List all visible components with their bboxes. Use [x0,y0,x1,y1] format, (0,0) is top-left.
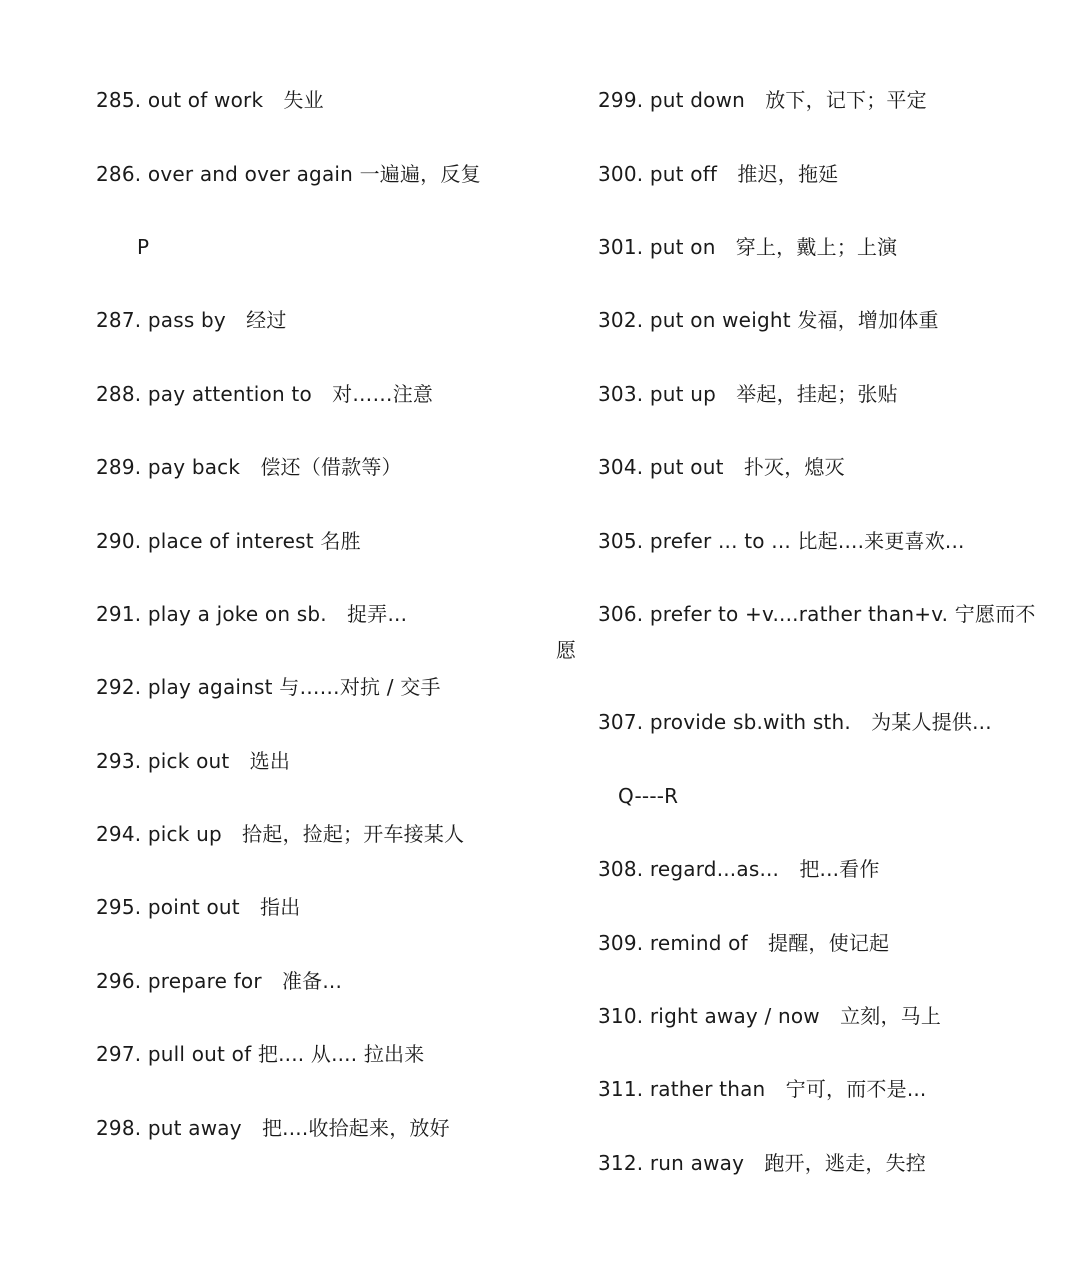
entry-305: 305. prefer ... to ... 比起....来更喜欢... [598,529,965,553]
entry-289: 289. pay back 偿还（借款等） [96,455,402,479]
section-heading-q-r: Q----R [618,784,679,808]
entry-286: 286. over and over again 一遍遍，反复 [96,162,481,186]
entry-299: 299. put down 放下，记下；平定 [598,88,927,112]
entry-298: 298. put away 把....收拾起来，放好 [96,1116,450,1140]
entry-312: 312. run away 跑开，逃走，失控 [598,1151,926,1175]
entry-285: 285. out of work 失业 [96,88,324,112]
entry-293: 293. pick out 选出 [96,749,291,773]
entry-301: 301. put on 穿上，戴上；上演 [598,235,898,259]
entry-306: 306. prefer to +v....rather than+v. 宁愿而不 [598,602,1036,626]
entry-288: 288. pay attention to 对……注意 [96,382,434,406]
entry-295: 295. point out 指出 [96,895,301,919]
entry-306-continuation: 愿 [556,638,577,662]
entry-302: 302. put on weight 发福，增加体重 [598,308,939,332]
entry-303: 303. put up 举起，挂起；张贴 [598,382,898,406]
entry-300: 300. put off 推迟，拖延 [598,162,839,186]
entry-294: 294. pick up 拾起，捡起；开车接某人 [96,822,465,846]
entry-290: 290. place of interest 名胜 [96,529,361,553]
entry-297: 297. pull out of 把.... 从.... 拉出来 [96,1042,425,1066]
entry-307: 307. provide sb.with sth. 为某人提供... [598,710,992,734]
entry-291: 291. play a joke on sb. 捉弄... [96,602,408,626]
entry-296: 296. prepare for 准备... [96,969,343,993]
entry-304: 304. put out 扑灭，熄灭 [598,455,845,479]
section-heading-p: P [137,235,150,259]
entry-287: 287. pass by 经过 [96,308,287,332]
entry-311: 311. rather than 宁可，而不是... [598,1077,927,1101]
entry-309: 309. remind of 提醒，使记起 [598,931,890,955]
entry-308: 308. regard...as... 把...看作 [598,857,880,881]
entry-292: 292. play against 与……对抗 / 交手 [96,675,441,699]
entry-310: 310. right away / now 立刻，马上 [598,1004,942,1028]
